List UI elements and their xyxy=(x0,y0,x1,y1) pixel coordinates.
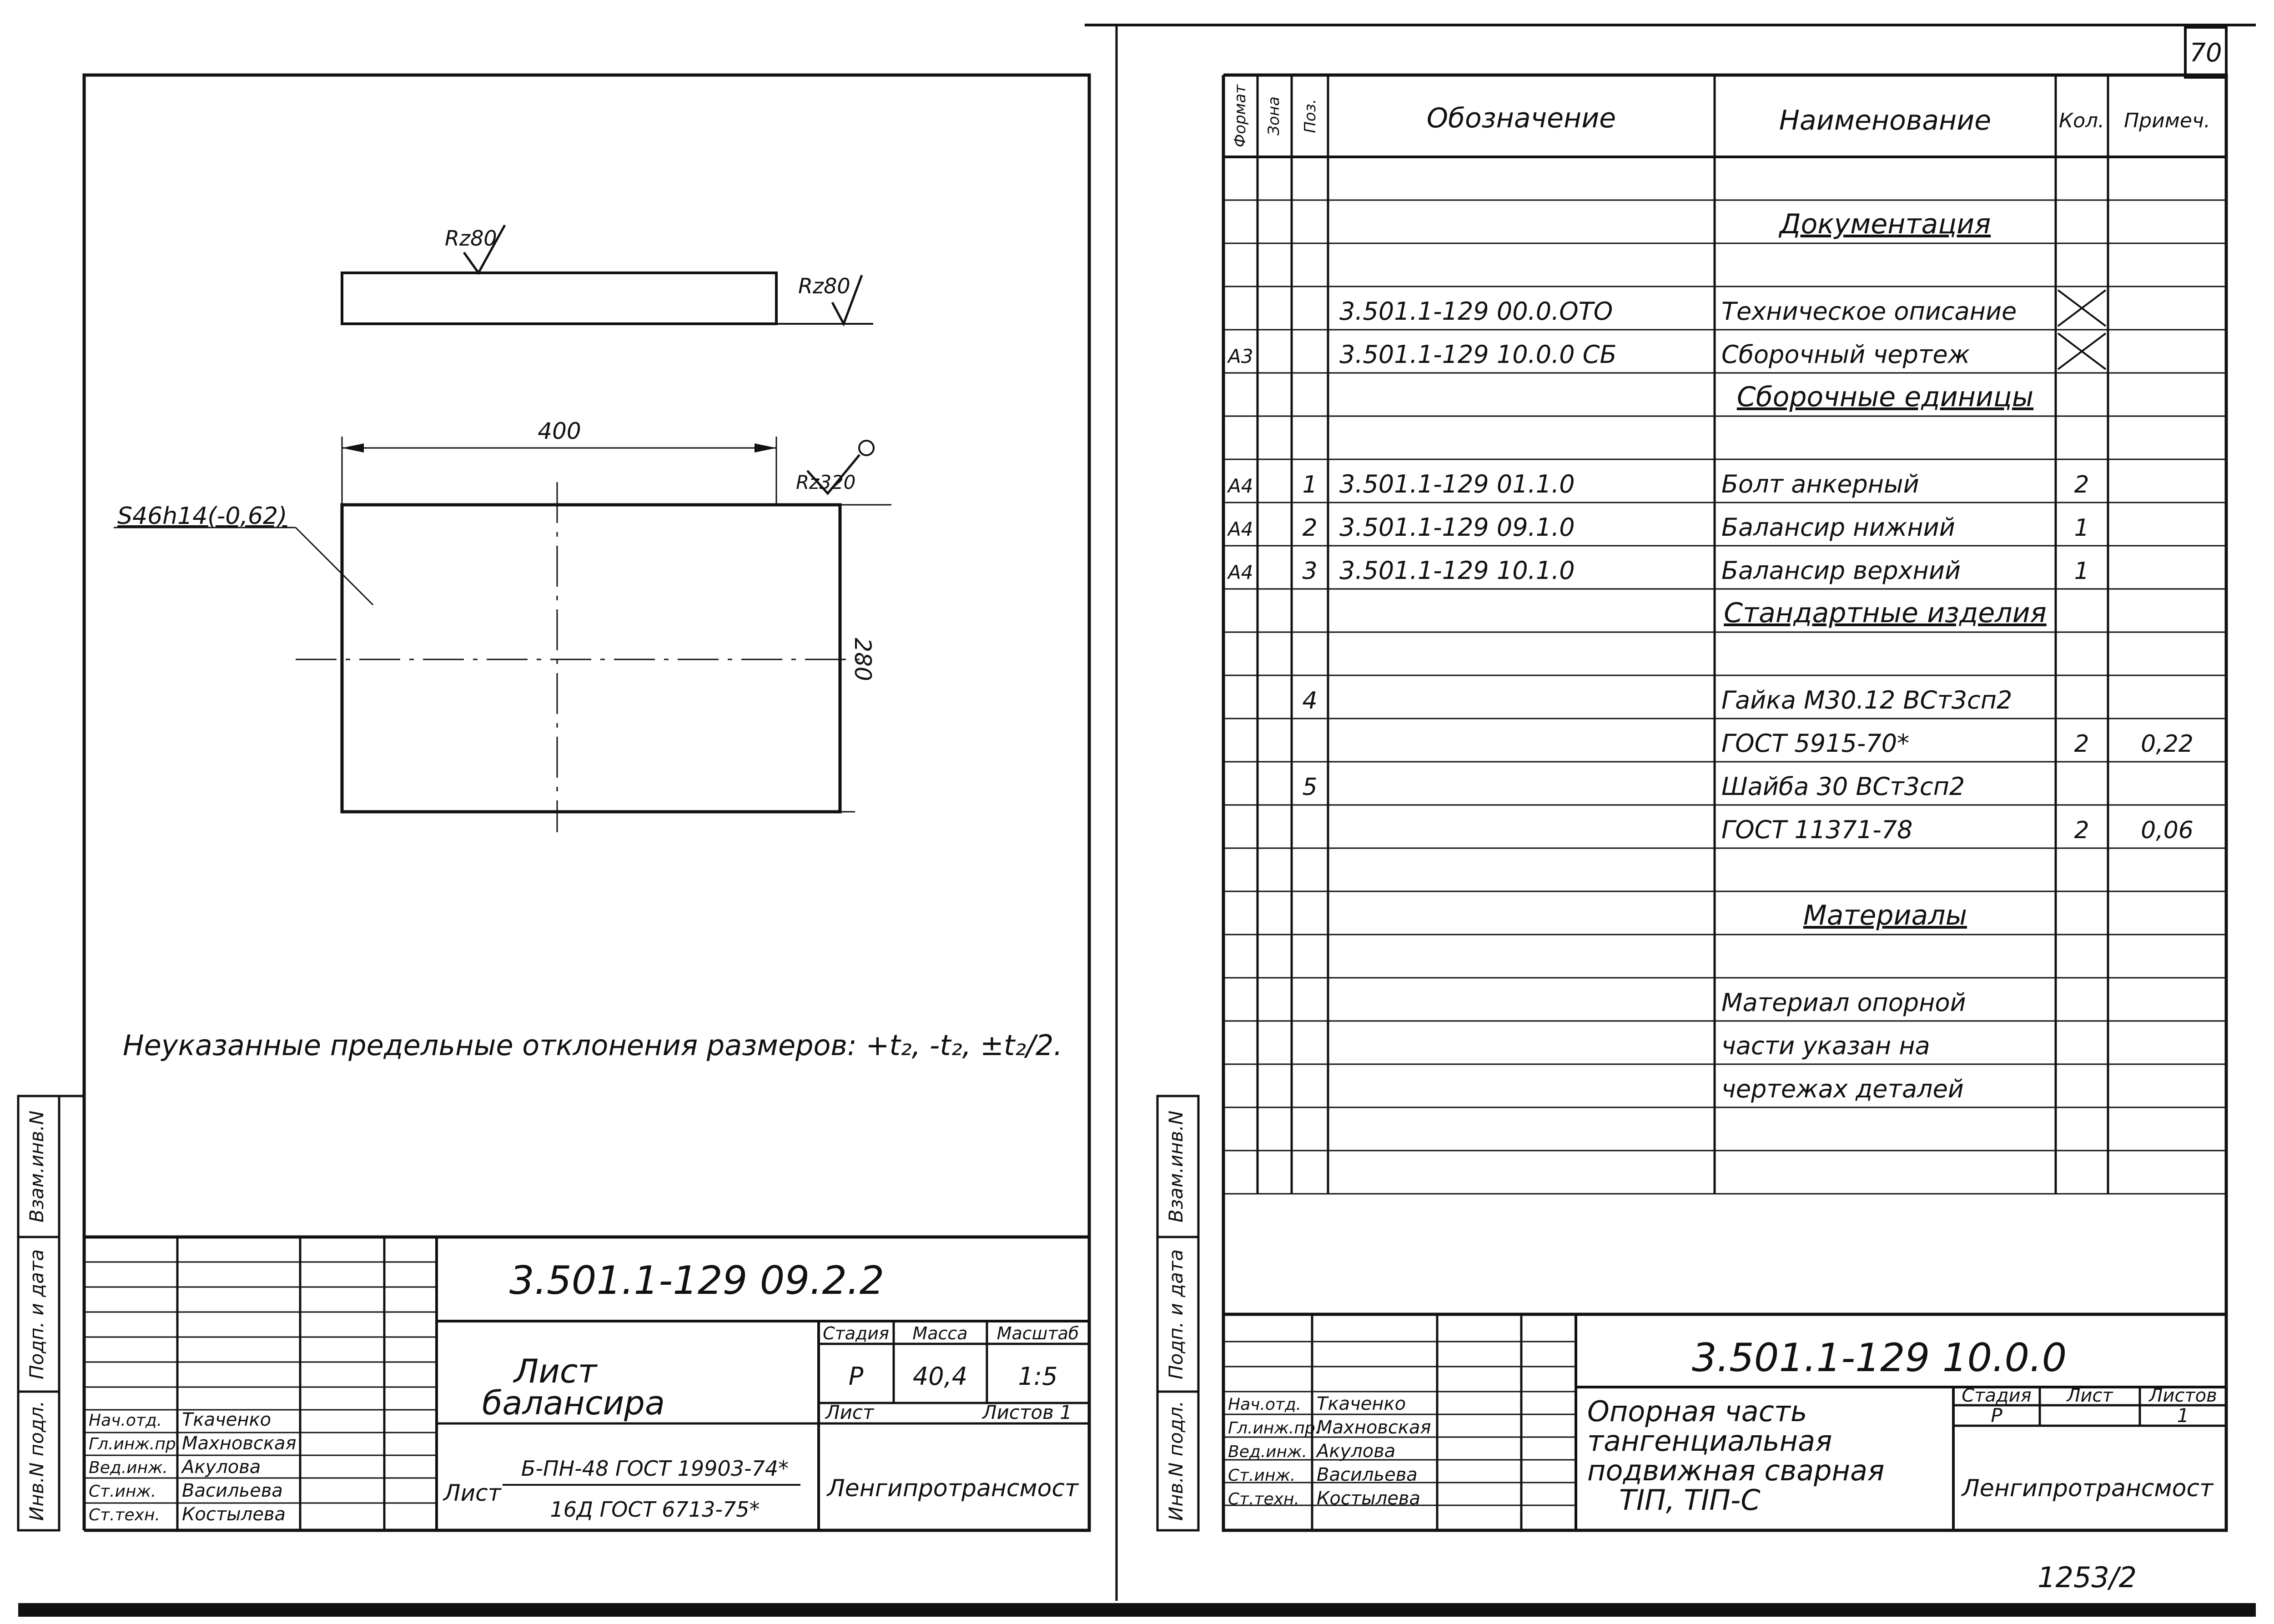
spec-row xyxy=(1803,900,1967,931)
staff-name: Васильева xyxy=(182,1480,283,1501)
spec-row xyxy=(1721,1031,1930,1060)
left-side-label-signature: Подп. и дата xyxy=(25,1249,48,1380)
spec-row xyxy=(1227,513,2089,542)
spec-section-heading: Стандартные изделия xyxy=(1724,597,2047,629)
right-name-line-3: подвижная сварная xyxy=(1587,1454,1885,1487)
spec-cell-name: части указан на xyxy=(1721,1031,1930,1060)
left-sheet-label: Лист xyxy=(825,1401,874,1423)
left-scale: 1:5 xyxy=(1018,1362,1058,1391)
staff-name: Махновская xyxy=(182,1433,297,1454)
staff-role: Ст.техн. xyxy=(89,1506,160,1524)
staff-name: Акулова xyxy=(1317,1441,1396,1462)
spec-cell-name: Сборочный чертеж xyxy=(1721,340,1970,369)
staff-name: Костылева xyxy=(1317,1488,1421,1509)
left-col-stage: Стадия xyxy=(823,1323,889,1343)
right-stage: Р xyxy=(1991,1404,2002,1427)
right-col-stage: Стадия xyxy=(1962,1385,2032,1406)
staff-role: Гл.инж.пр. xyxy=(1228,1419,1321,1438)
left-organization: Ленгипротрансмост xyxy=(827,1475,1079,1502)
left-sheet xyxy=(18,75,1089,1530)
staff-name: Ткаченко xyxy=(182,1409,272,1430)
staff-row xyxy=(89,1480,283,1501)
spec-cell-name: Материал опорной xyxy=(1721,988,1966,1017)
spec-cell-name: Шайба 30 ВСт3сп2 xyxy=(1721,772,1965,801)
roughness-plan-label: Rz320 xyxy=(796,471,856,493)
spec-cell-qty: 1 xyxy=(2074,514,2089,542)
archive-number: 1253/2 xyxy=(2038,1561,2137,1594)
spec-cell-format: А4 xyxy=(1228,518,1253,540)
plate-plan-view xyxy=(114,437,891,832)
staff-role: Ст.инж. xyxy=(89,1482,156,1501)
staff-row xyxy=(1228,1417,1431,1438)
left-material-bottom: 16Д ГОСТ 6713-75* xyxy=(550,1497,760,1522)
spec-cell-name: ГОСТ 5915-70* xyxy=(1721,729,1910,758)
left-material-top: Б-ПН-48 ГОСТ 19903-74* xyxy=(521,1456,789,1481)
spec-cell-qty: 2 xyxy=(2074,730,2089,758)
left-col-mass: Масса xyxy=(912,1323,968,1343)
spec-cell-position: 1 xyxy=(1302,471,1318,498)
spec-row xyxy=(1724,597,2046,629)
staff-role: Ст.инж. xyxy=(1228,1466,1296,1485)
left-part-name-2: балансира xyxy=(482,1384,665,1422)
spec-cell-position: 5 xyxy=(1302,774,1318,801)
tolerance-note: Неуказанные предельные отклонения размеров: +t₂, -t₂, ±t₂/2. xyxy=(123,1029,1063,1062)
spec-cell-name: Балансир нижний xyxy=(1721,513,1955,542)
spec-cell-position: 4 xyxy=(1302,687,1318,714)
spec-row xyxy=(1227,556,2089,585)
spec-cell-name: Балансир верхний xyxy=(1721,556,1961,585)
spec-cell-designation: 3.501.1-129 00.0.ОТО xyxy=(1339,297,1613,326)
spec-cell-position: 2 xyxy=(1302,514,1318,542)
spec-table-text xyxy=(1227,84,2210,1103)
left-part-name-1: Лист xyxy=(514,1352,597,1390)
spec-cell-format: А3 xyxy=(1228,345,1253,367)
staff-name: Ткаченко xyxy=(1317,1393,1406,1414)
left-col-scale: Масштаб xyxy=(996,1323,1079,1343)
spec-section-heading: Документация xyxy=(1779,208,1991,240)
spec-section-heading: Материалы xyxy=(1803,900,1967,931)
staff-role: Нач.отд. xyxy=(1228,1395,1302,1414)
spec-row xyxy=(1737,381,2033,413)
right-col-sheet: Лист xyxy=(2067,1385,2113,1406)
right-organization: Ленгипротрансмост xyxy=(1962,1475,2214,1502)
spec-cell-name: чертежах деталей xyxy=(1721,1075,1964,1103)
staff-role: Нач.отд. xyxy=(89,1411,162,1430)
staff-row xyxy=(1228,1488,1420,1509)
left-side-label-inventory: Инв.N подл. xyxy=(25,1400,48,1521)
staff-row xyxy=(89,1409,271,1430)
spec-cell-qty: 2 xyxy=(2074,817,2089,844)
staff-row xyxy=(1228,1464,1418,1485)
right-name-line-1: Опорная часть xyxy=(1587,1395,1807,1428)
spec-cell-name: ГОСТ 11371-78 xyxy=(1721,815,1913,844)
spec-row xyxy=(1302,772,1965,801)
staff-role: Вед.инж. xyxy=(89,1458,168,1477)
spec-cell-qty: 2 xyxy=(2074,471,2089,498)
right-side-label-signature: Подп. и дата xyxy=(1165,1249,1187,1380)
spec-header-0: Формат xyxy=(1231,85,1249,147)
spec-table xyxy=(1223,75,2226,1194)
staff-role: Ст.техн. xyxy=(1228,1490,1299,1508)
staff-row xyxy=(89,1433,297,1454)
roughness-right-label: Rz80 xyxy=(798,274,850,298)
spec-cell-position: 3 xyxy=(1302,558,1318,585)
spec-cell-name: Техническое описание xyxy=(1721,297,2017,326)
spec-header-qty: Кол. xyxy=(2058,109,2105,132)
spec-cell-designation: 3.501.1-129 01.1.0 xyxy=(1339,470,1575,498)
left-designation: 3.501.1-129 09.2.2 xyxy=(509,1258,885,1303)
page-number: 70 xyxy=(2189,38,2222,68)
spec-header-designation: Обозначение xyxy=(1426,102,1616,134)
spec-row xyxy=(1227,333,2106,369)
left-side-label-replace: Взам.инв.N xyxy=(25,1110,48,1223)
right-side-label-inventory: Инв.N подл. xyxy=(1165,1400,1187,1521)
right-staff-list xyxy=(1228,1393,1431,1509)
staff-name: Махновская xyxy=(1317,1417,1431,1438)
spec-header-name: Наименование xyxy=(1779,105,1992,136)
right-sheets: 1 xyxy=(2177,1404,2189,1427)
staff-name: Костылева xyxy=(182,1504,286,1525)
right-sheet xyxy=(1157,75,2226,1530)
plate-top-view xyxy=(342,225,873,324)
spec-row xyxy=(1778,208,1991,240)
right-side-label-replace: Взам.инв.N xyxy=(1165,1110,1187,1223)
right-col-sheets: Листов xyxy=(2149,1385,2217,1406)
spec-cell-name: Гайка М30.12 ВСт3сп2 xyxy=(1721,686,2012,714)
staff-name: Акулова xyxy=(182,1457,261,1478)
right-designation: 3.501.1-129 10.0.0 xyxy=(1692,1335,2067,1381)
staff-row xyxy=(89,1504,286,1525)
spec-row xyxy=(1721,729,2194,758)
spec-cell-qty: 1 xyxy=(2074,558,2089,585)
spec-cell-format: А4 xyxy=(1228,475,1253,497)
spec-cell-designation: 3.501.1-129 10.1.0 xyxy=(1339,556,1575,585)
spec-row xyxy=(1721,815,2194,844)
spec-cell-note: 0,06 xyxy=(2141,817,2194,844)
spec-cell-designation: 3.501.1-129 10.0.0 СБ xyxy=(1339,340,1617,369)
staff-row xyxy=(1228,1393,1406,1414)
spec-row xyxy=(1721,1075,1964,1103)
staff-row xyxy=(89,1457,261,1478)
left-staff-list xyxy=(89,1409,297,1525)
left-sheets-label: Листов 1 xyxy=(982,1401,1072,1423)
staff-name: Васильева xyxy=(1317,1464,1418,1485)
roughness-top-label: Rz80 xyxy=(445,226,497,251)
spec-header-2: Поз. xyxy=(1301,99,1319,133)
left-material-prefix: Лист xyxy=(443,1480,501,1506)
thickness-note: S46h14(-0,62) xyxy=(117,503,287,530)
spec-row xyxy=(1302,686,2012,714)
staff-role: Вед.инж. xyxy=(1228,1443,1307,1461)
dimension-width: 400 xyxy=(538,418,581,444)
spec-row xyxy=(1339,290,2106,326)
spec-cell-name: Болт анкерный xyxy=(1721,470,1919,498)
spec-row xyxy=(1227,470,2089,498)
spec-header-note: Примеч. xyxy=(2124,109,2210,132)
spec-cell-format: А4 xyxy=(1228,561,1253,583)
right-name-line-4: ТІП, ТІП-С xyxy=(1619,1483,1761,1517)
spec-header-1: Зона xyxy=(1265,96,1283,136)
staff-role: Гл.инж.пр. xyxy=(89,1435,181,1453)
spec-cell-designation: 3.501.1-129 09.1.0 xyxy=(1339,513,1575,542)
spec-section-heading: Сборочные единицы xyxy=(1736,381,2034,413)
dimension-height: 280 xyxy=(850,638,876,681)
left-stage: Р xyxy=(848,1362,864,1391)
right-name-line-2: тангенциальная xyxy=(1587,1424,1832,1458)
left-mass: 40,4 xyxy=(912,1362,968,1391)
spec-cell-note: 0,22 xyxy=(2141,730,2194,758)
spec-row xyxy=(1721,988,1966,1017)
